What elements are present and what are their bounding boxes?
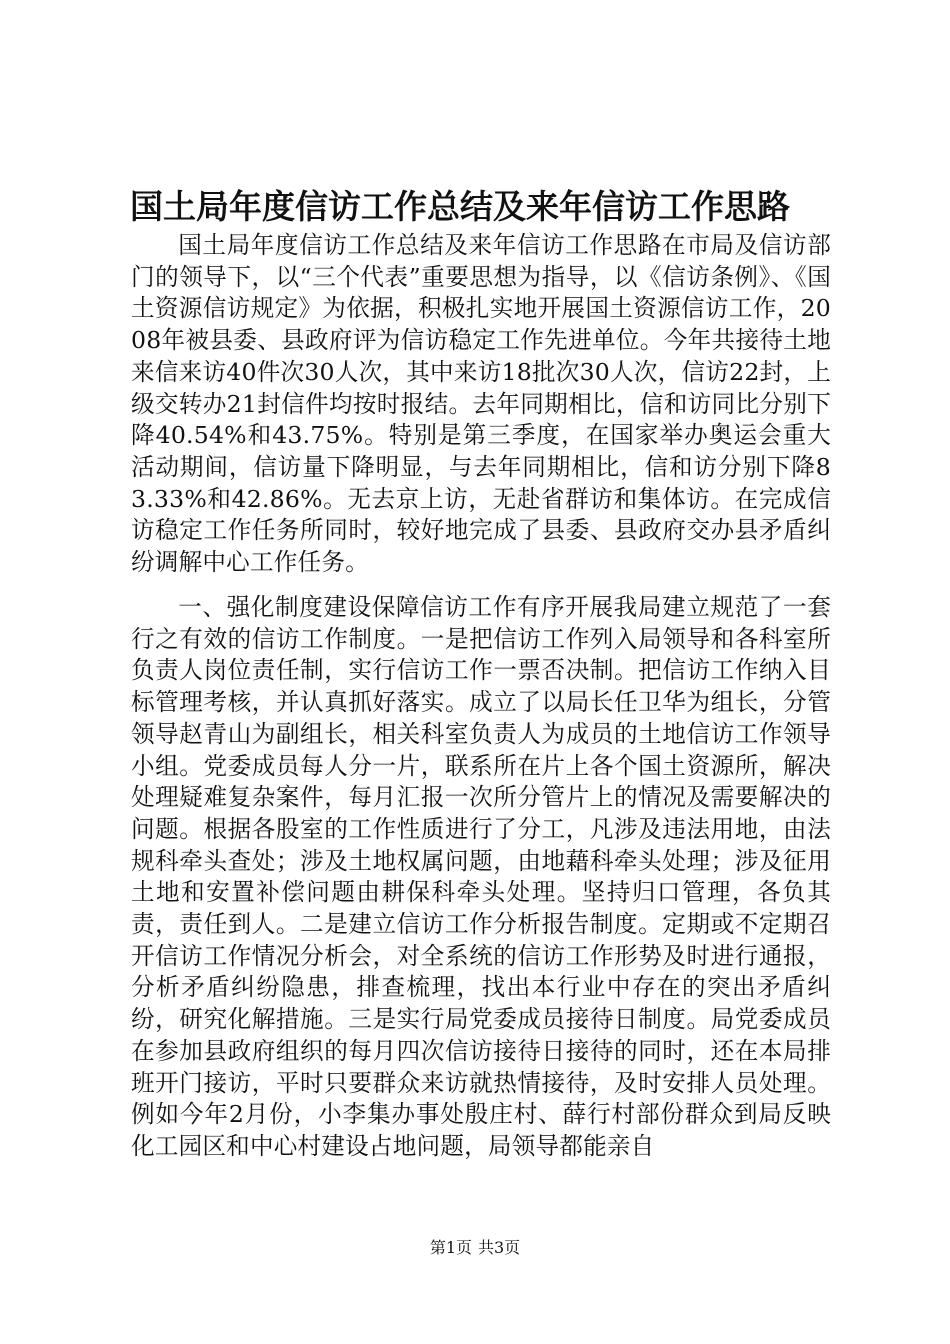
document-title: 国土局年度信访工作总结及来年信访工作思路 xyxy=(130,187,790,226)
body-paragraph-summary: 国土局年度信访工作总结及来年信访工作思路在市局及信访部门的领导下，以“三个代表”重要思想为指导，以《信访条例》、《国土资源信访规定》为依据，积极扎实地开展国土资源信访工作，2008年被县委、县政府评为信访稳定工作先进单位。今年共接待土地来信来访40件次30人次，其中来访18批次30人次，信访22封，上级交转办21封信件均按时报结。去年同期相比，信和访同比分别下降40.54%和43.75%。特别是第三季度，在国家举办奥运会重大活动期间，信访量下降明显，与去年同期相比，信和访分别下降83.33%和42.86%。无去京上访，无赴省群访和集体访。在完成信访稳定工作任务所同时，较好地完成了县委、县政府交办县矛盾纠纷调解中心工作任务。 xyxy=(131,231,831,577)
page-number: 第1页 xyxy=(429,1238,472,1257)
page-footer xyxy=(0,1236,950,1260)
body-paragraph-section-one: 一、强化制度建设保障信访工作有序开展我局建立规范了一套行之有效的信访工作制度。一是把信访工作列入局领导和各科室所负责人岗位责任制，实行信访工作一票否决制。把信访工作纳入目标管理考核，并认真抓好落实。成立了以局长任卫华为组长，分管领导赵青山为副组长，相关科室负责人为成员的土地信访工作领导小组。党委成员每人分一片，联系所在片上各个国土资源所，解决处理疑难复杂案件，每月汇报一次所分管片上的情况及需要解决的问题。根据各股室的工作性质进行了分工，凡涉及违法用地，由法规科牵头查处；涉及土地权属问题，由地藉科牵头处理；涉及征用土地和安置补偿问题由耕保科牵头处理。坚持归口管理，各负其责，责任到人。二是建立信访工作分析报告制度。定期或不定期召开信访工作情况分析会，对全系统的信访工作形势及时进行通报，分析矛盾纠纷隐患，排查梳理，找出本行业中存在的突出矛盾纠纷，研究化解措施。三是实行局党委成员接待日制度。局党委成员在参加县政府组织的每月四次信访接待日接待的同时，还在本局排班开门接访，平时只要群众来访就热情接待，及时安排人员处理。例如今年2月份，小李集办事处殷庄村、薛行村部份群众到局反映化工园区和中心村建设占地问题，局领导都能亲自 xyxy=(131,593,831,1160)
page-total: 共3页 xyxy=(478,1238,521,1257)
